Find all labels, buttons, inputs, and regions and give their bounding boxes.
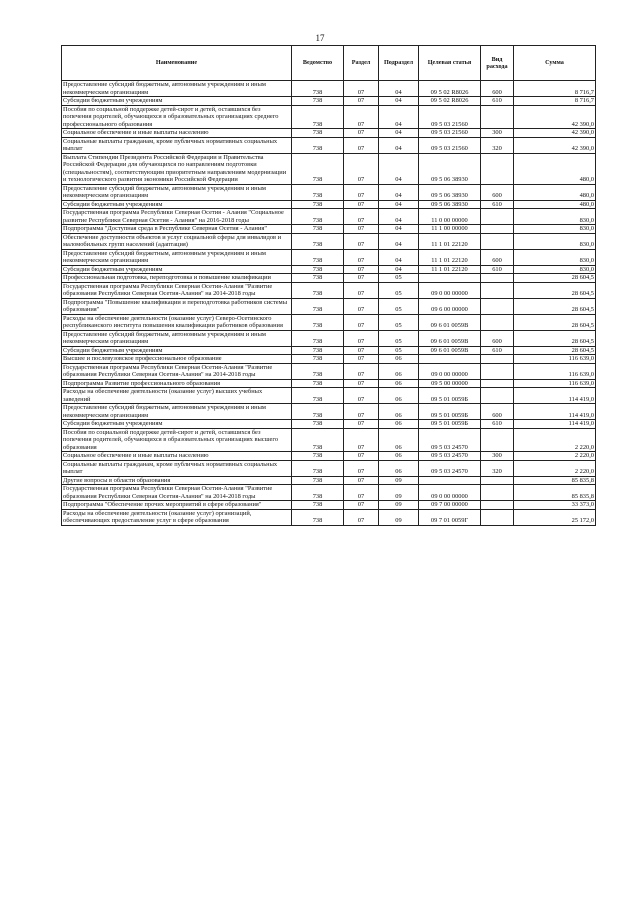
row-vr: 610	[481, 97, 514, 106]
row-razd: 07	[344, 452, 379, 461]
row-vr	[481, 388, 514, 404]
row-podrazd: 06	[379, 428, 419, 452]
row-sum: 2 220,0	[514, 452, 596, 461]
row-ved: 738	[292, 428, 344, 452]
row-vr: 600	[481, 404, 514, 420]
table-row	[62, 81, 596, 97]
row-vr: 610	[481, 346, 514, 355]
row-sum: 114 419,0	[514, 420, 596, 429]
row-podrazd: 05	[379, 282, 419, 298]
row-razd: 07	[344, 137, 379, 153]
row-sum: 28 604,5	[514, 330, 596, 346]
row-podrazd: 05	[379, 298, 419, 314]
table-row	[62, 249, 596, 265]
row-ved: 738	[292, 225, 344, 234]
row-razd: 07	[344, 129, 379, 138]
row-sum: 114 419,0	[514, 404, 596, 420]
row-sum: 116 639,0	[514, 363, 596, 379]
row-sum: 830,0	[514, 225, 596, 234]
table-row	[62, 314, 596, 330]
row-name: Субсидии бюджетным учреждениям	[62, 200, 292, 209]
row-razd: 07	[344, 233, 379, 249]
row-vr: 320	[481, 137, 514, 153]
row-ved: 738	[292, 282, 344, 298]
table-row	[62, 209, 596, 225]
row-name: Расходы на обеспечение деятельности (оказание услуг) организаций, обеспечивающих предоставление услуг в сфере образования	[62, 509, 292, 525]
row-podrazd: 09	[379, 476, 419, 485]
row-csr: 09 5 03 21560	[419, 129, 481, 138]
table-row	[62, 153, 596, 184]
row-ved: 738	[292, 200, 344, 209]
row-ved: 738	[292, 265, 344, 274]
row-ved: 738	[292, 509, 344, 525]
row-razd: 07	[344, 97, 379, 106]
row-name: Государственная программа Республики Северная Осетия-Алания "Развитие образования Республики Северная Осетия-Алания" на 2014-2018 годы	[62, 282, 292, 298]
row-razd: 07	[344, 153, 379, 184]
table-row	[62, 452, 596, 461]
row-name: Социальное обеспечение и иные выплаты населению	[62, 452, 292, 461]
row-razd: 07	[344, 274, 379, 283]
row-name: Субсидии бюджетным учреждениям	[62, 97, 292, 106]
row-ved: 738	[292, 460, 344, 476]
row-podrazd: 04	[379, 105, 419, 129]
row-name: Подпрограмма Развитие профессионального образования	[62, 379, 292, 388]
row-razd: 07	[344, 379, 379, 388]
row-razd: 07	[344, 420, 379, 429]
row-podrazd: 05	[379, 314, 419, 330]
row-razd: 07	[344, 184, 379, 200]
row-name: Социальные выплаты гражданам, кроме публичных нормативных социальных выплат	[62, 137, 292, 153]
row-csr: 09 5 06 38930	[419, 184, 481, 200]
row-razd: 07	[344, 314, 379, 330]
row-sum: 42 390,0	[514, 137, 596, 153]
row-ved: 738	[292, 233, 344, 249]
row-sum: 28 604,5	[514, 298, 596, 314]
row-razd: 07	[344, 509, 379, 525]
header-csr: Целевая статья	[419, 46, 481, 81]
row-csr: 09 5 01 0059Б	[419, 388, 481, 404]
row-podrazd: 04	[379, 233, 419, 249]
row-razd: 07	[344, 282, 379, 298]
row-csr: 09 7 00 00000	[419, 501, 481, 510]
row-ved: 738	[292, 420, 344, 429]
header-ved: Ведомство	[292, 46, 344, 81]
row-vr	[481, 355, 514, 364]
table-row	[62, 420, 596, 429]
row-ved: 738	[292, 379, 344, 388]
row-name: Подпрограмма "Доступная среда в Республике Северная Осетия - Алания"	[62, 225, 292, 234]
table-row	[62, 225, 596, 234]
row-ved: 738	[292, 249, 344, 265]
table-header	[62, 46, 596, 81]
row-vr	[481, 153, 514, 184]
row-podrazd: 06	[379, 379, 419, 388]
row-csr: 09 6 01 0059В	[419, 330, 481, 346]
row-csr: 09 5 00 00000	[419, 379, 481, 388]
row-ved: 738	[292, 137, 344, 153]
table-row	[62, 404, 596, 420]
row-vr	[481, 314, 514, 330]
row-ved: 738	[292, 485, 344, 501]
row-ved: 738	[292, 298, 344, 314]
table-row	[62, 233, 596, 249]
page-number: 17	[315, 33, 325, 43]
row-podrazd: 06	[379, 420, 419, 429]
row-vr	[481, 501, 514, 510]
row-podrazd: 09	[379, 485, 419, 501]
row-sum: 480,0	[514, 200, 596, 209]
row-csr: 11 0 00 00000	[419, 209, 481, 225]
table-row	[62, 346, 596, 355]
row-podrazd: 04	[379, 153, 419, 184]
row-csr	[419, 274, 481, 283]
header-razd: Раздел	[344, 46, 379, 81]
row-csr: 09 5 02 R8026	[419, 81, 481, 97]
row-csr: 09 6 01 0059В	[419, 314, 481, 330]
row-vr	[481, 233, 514, 249]
row-razd: 07	[344, 225, 379, 234]
row-vr: 600	[481, 330, 514, 346]
row-vr: 610	[481, 265, 514, 274]
row-csr: 09 5 03 24570	[419, 460, 481, 476]
row-podrazd: 04	[379, 225, 419, 234]
row-razd: 07	[344, 209, 379, 225]
row-csr	[419, 476, 481, 485]
row-name: Высшее и послевузовское профессиональное образование	[62, 355, 292, 364]
row-name: Предоставление субсидий бюджетным, автономным учреждениям и иным некоммерческим организациям	[62, 404, 292, 420]
row-sum: 8 716,7	[514, 81, 596, 97]
row-podrazd: 06	[379, 388, 419, 404]
row-vr	[481, 105, 514, 129]
row-ved: 738	[292, 105, 344, 129]
row-csr: 09 6 01 0059В	[419, 346, 481, 355]
row-razd: 07	[344, 249, 379, 265]
row-sum: 830,0	[514, 249, 596, 265]
row-ved: 738	[292, 355, 344, 364]
table-row	[62, 129, 596, 138]
row-ved: 738	[292, 274, 344, 283]
row-csr: 11 1 01 22120	[419, 233, 481, 249]
row-sum: 28 604,5	[514, 282, 596, 298]
row-vr: 320	[481, 460, 514, 476]
row-name: Профессиональная подготовка, переподготовка и повышение квалификации	[62, 274, 292, 283]
row-name: Подпрограмма "Повышение квалификации и переподготовка работников системы образования"	[62, 298, 292, 314]
row-vr	[481, 428, 514, 452]
row-razd: 07	[344, 501, 379, 510]
row-name: Субсидии бюджетным учреждениям	[62, 265, 292, 274]
row-vr: 300	[481, 129, 514, 138]
row-sum: 830,0	[514, 209, 596, 225]
row-razd: 07	[344, 200, 379, 209]
row-name: Субсидии бюджетным учреждениям	[62, 420, 292, 429]
row-podrazd: 05	[379, 274, 419, 283]
row-vr	[481, 476, 514, 485]
header-sum: Сумма	[514, 46, 596, 81]
row-vr	[481, 274, 514, 283]
row-ved: 738	[292, 501, 344, 510]
table-row	[62, 355, 596, 364]
row-podrazd: 09	[379, 501, 419, 510]
row-csr: 09 5 06 38930	[419, 153, 481, 184]
row-name: Расходы на обеспечение деятельности (оказание услуг) Северо-Осетинского республиканского института повышения квалификации работников образования	[62, 314, 292, 330]
row-csr: 09 5 03 21560	[419, 105, 481, 129]
row-podrazd: 04	[379, 249, 419, 265]
table-row	[62, 363, 596, 379]
row-ved: 738	[292, 363, 344, 379]
row-ved: 738	[292, 404, 344, 420]
row-podrazd: 06	[379, 363, 419, 379]
row-sum: 830,0	[514, 265, 596, 274]
row-name: Расходы на обеспечение деятельности (оказание услуг) высших учебных заведений	[62, 388, 292, 404]
row-name: Предоставление субсидий бюджетным, автономным учреждениям и иным некоммерческим организациям	[62, 81, 292, 97]
row-ved: 738	[292, 153, 344, 184]
row-ved: 738	[292, 97, 344, 106]
row-razd: 07	[344, 355, 379, 364]
row-razd: 07	[344, 330, 379, 346]
table-row	[62, 97, 596, 106]
row-sum: 116 639,0	[514, 379, 596, 388]
row-name: Подпрограмма "Обеспечение прочих мероприятий в сфере образования"	[62, 501, 292, 510]
row-podrazd: 06	[379, 404, 419, 420]
row-name: Предоставление субсидий бюджетным, автономным учреждениям и иным некоммерческим организациям	[62, 330, 292, 346]
table-row	[62, 184, 596, 200]
row-sum: 25 172,0	[514, 509, 596, 525]
row-ved: 738	[292, 388, 344, 404]
table-row	[62, 476, 596, 485]
row-vr	[481, 209, 514, 225]
row-razd: 07	[344, 346, 379, 355]
row-csr: 09 7 01 0059Г	[419, 509, 481, 525]
row-csr: 09 5 03 24570	[419, 428, 481, 452]
row-podrazd: 09	[379, 509, 419, 525]
row-vr: 600	[481, 249, 514, 265]
row-vr: 600	[481, 81, 514, 97]
row-sum: 116 639,0	[514, 355, 596, 364]
row-vr	[481, 485, 514, 501]
table-row	[62, 388, 596, 404]
row-csr: 09 0 00 00000	[419, 485, 481, 501]
row-name: Государственная программа Республики Северная Осетия-Алания "Развитие образования Республики Северная Осетия-Алания" на 2014-2018 годы	[62, 485, 292, 501]
row-vr: 300	[481, 452, 514, 461]
row-name: Социальные выплаты гражданам, кроме публичных нормативных социальных выплат	[62, 460, 292, 476]
row-podrazd: 05	[379, 346, 419, 355]
row-sum: 85 835,8	[514, 485, 596, 501]
row-podrazd: 06	[379, 355, 419, 364]
row-razd: 07	[344, 485, 379, 501]
row-name: Субсидии бюджетным учреждениям	[62, 346, 292, 355]
row-sum: 42 390,0	[514, 129, 596, 138]
row-csr: 11 1 01 22120	[419, 265, 481, 274]
header-name: Наименование	[62, 46, 292, 81]
row-name: Выплата Стипендии Президента Российской Федерации и Правительства Российской Федерации для обучающихся по направлениям подготовки (специальностям), соответствующим приоритетным направлениям модернизации и технологического развития экономики Российской Федерации	[62, 153, 292, 184]
row-razd: 07	[344, 388, 379, 404]
row-sum: 480,0	[514, 184, 596, 200]
row-name: Социальное обеспечение и иные выплаты населению	[62, 129, 292, 138]
row-podrazd: 04	[379, 81, 419, 97]
row-csr: 11 1 00 00000	[419, 225, 481, 234]
budget-table	[61, 45, 596, 526]
row-razd: 07	[344, 476, 379, 485]
table-row	[62, 509, 596, 525]
row-csr: 09 6 00 00000	[419, 298, 481, 314]
row-csr: 11 1 01 22120	[419, 249, 481, 265]
row-csr: 09 5 01 0059Б	[419, 404, 481, 420]
row-podrazd: 06	[379, 452, 419, 461]
row-name: Предоставление субсидий бюджетным, автономным учреждениям и иным некоммерческим организациям	[62, 249, 292, 265]
row-podrazd: 04	[379, 265, 419, 274]
row-csr: 09 0 00 00000	[419, 363, 481, 379]
row-ved: 738	[292, 184, 344, 200]
row-ved: 738	[292, 346, 344, 355]
row-csr: 09 5 02 R8026	[419, 97, 481, 106]
row-name: Пособия по социальной поддержке детей-сирот и детей, оставшихся без попечения родителей, обучающихся в образовательных организациях среднего профессионального образования	[62, 105, 292, 129]
row-vr	[481, 509, 514, 525]
table-row	[62, 282, 596, 298]
table-body	[62, 81, 596, 526]
row-vr	[481, 298, 514, 314]
row-vr: 610	[481, 420, 514, 429]
row-ved: 738	[292, 129, 344, 138]
row-razd: 07	[344, 265, 379, 274]
row-sum: 85 835,8	[514, 476, 596, 485]
row-csr	[419, 355, 481, 364]
row-podrazd: 04	[379, 209, 419, 225]
header-podrazd: Подраздел	[379, 46, 419, 81]
row-ved: 738	[292, 81, 344, 97]
row-name: Пособия по социальной поддержке детей-сирот и детей, оставшихся без попечения родителей, обучающихся в образовательных организациях высшего образования	[62, 428, 292, 452]
row-razd: 07	[344, 298, 379, 314]
table-row	[62, 298, 596, 314]
table-row	[62, 200, 596, 209]
row-ved: 738	[292, 314, 344, 330]
table-row	[62, 460, 596, 476]
row-ved: 738	[292, 209, 344, 225]
table-row	[62, 137, 596, 153]
row-csr: 09 0 00 00000	[419, 282, 481, 298]
table-row	[62, 428, 596, 452]
row-podrazd: 06	[379, 460, 419, 476]
row-csr: 09 5 03 21560	[419, 137, 481, 153]
row-name: Обеспечение доступности объектов и услуг социальной сферы для инвалидов и маломобильных групп населений (адаптация)	[62, 233, 292, 249]
row-name: Государственная программа Республики Северная Осетия - Алания "Социальное развитие Республики Северная Осетия - Алания" на 2016-2018 годы	[62, 209, 292, 225]
table-row	[62, 330, 596, 346]
table-row	[62, 274, 596, 283]
table-row	[62, 501, 596, 510]
row-vr: 600	[481, 184, 514, 200]
row-podrazd: 04	[379, 97, 419, 106]
row-sum: 33 373,0	[514, 501, 596, 510]
table-row	[62, 485, 596, 501]
row-vr	[481, 282, 514, 298]
row-sum: 2 220,0	[514, 428, 596, 452]
row-podrazd: 04	[379, 129, 419, 138]
row-razd: 07	[344, 428, 379, 452]
row-sum: 830,0	[514, 233, 596, 249]
row-sum: 114 419,0	[514, 388, 596, 404]
row-csr: 09 5 01 0059Б	[419, 420, 481, 429]
row-name: Предоставление субсидий бюджетным, автономным учреждениям и иным некоммерческим организациям	[62, 184, 292, 200]
row-sum: 28 604,5	[514, 274, 596, 283]
row-name: Государственная программа Республики Северная Осетия-Алания "Развитие образования Республики Северная Осетия-Алания" на 2014-2018 годы	[62, 363, 292, 379]
row-vr	[481, 363, 514, 379]
row-vr: 610	[481, 200, 514, 209]
row-name: Другие вопросы в области образования	[62, 476, 292, 485]
row-razd: 07	[344, 81, 379, 97]
row-podrazd: 04	[379, 137, 419, 153]
row-ved: 738	[292, 476, 344, 485]
row-sum: 480,0	[514, 153, 596, 184]
table-row	[62, 265, 596, 274]
row-sum: 8 716,7	[514, 97, 596, 106]
table-row	[62, 379, 596, 388]
row-vr	[481, 379, 514, 388]
row-razd: 07	[344, 404, 379, 420]
row-razd: 07	[344, 460, 379, 476]
table-row	[62, 105, 596, 129]
row-ved: 738	[292, 452, 344, 461]
row-podrazd: 05	[379, 330, 419, 346]
row-ved: 738	[292, 330, 344, 346]
row-sum: 28 604,5	[514, 314, 596, 330]
row-razd: 07	[344, 105, 379, 129]
row-csr: 09 5 06 38930	[419, 200, 481, 209]
row-sum: 2 220,0	[514, 460, 596, 476]
row-sum: 42 390,0	[514, 105, 596, 129]
header-vr: Вид расхода	[481, 46, 514, 81]
row-csr: 09 5 03 24570	[419, 452, 481, 461]
row-podrazd: 04	[379, 200, 419, 209]
row-sum: 28 604,5	[514, 346, 596, 355]
row-podrazd: 04	[379, 184, 419, 200]
row-vr	[481, 225, 514, 234]
row-razd: 07	[344, 363, 379, 379]
